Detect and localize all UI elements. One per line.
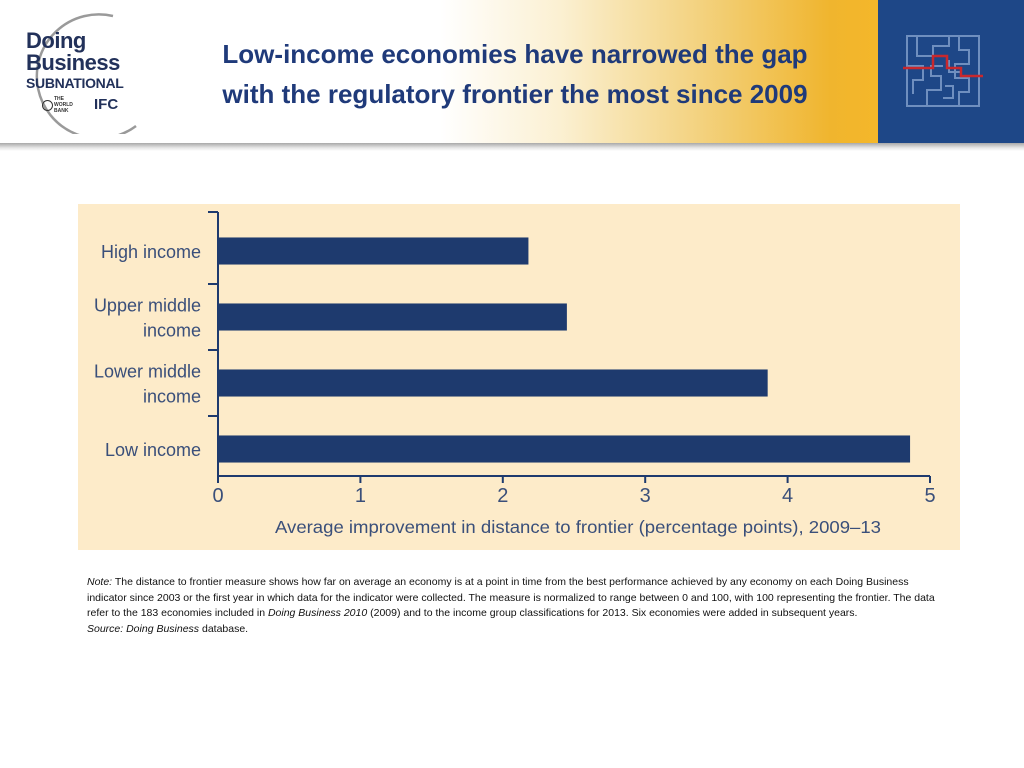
bar-chart (78, 204, 960, 550)
logo-text-ifc: IFC (94, 96, 119, 113)
title-line-2: with the regulatory frontier the most since 2009 (222, 79, 808, 109)
source-rest: database. (199, 622, 249, 635)
page-title (160, 34, 870, 114)
x-tick-label-0: 0 (212, 485, 224, 507)
category-label-2-0: Lower middle (93, 361, 201, 382)
category-label-3-0: Low income (104, 440, 201, 460)
category-label-0-0: High income (100, 242, 201, 262)
x-tick-label-1: 1 (354, 485, 366, 507)
maze-icon (903, 32, 983, 110)
source-label: Source: Doing Business (87, 622, 200, 635)
x-axis-label: Average improvement in distance to frontier (percentage points), 2009–13 (275, 517, 881, 537)
note-text-a: The distance to frontier measure shows how far on average an economy is at a point in time from the best performance achieved by any economy on each Doing Business indicator since 2003 or the first year in which data for the indicator were collected. The measure is normalized to range between 0 and 100, with 100 representing the frontier. The data refer to the 183 economies included in (87, 576, 935, 619)
chart-panel (78, 204, 960, 550)
category-label-1-0: Upper middle (93, 295, 201, 316)
world-bank-globe-icon (42, 100, 53, 111)
x-tick-label-2: 2 (497, 485, 509, 507)
category-label-1-1: income (142, 320, 201, 341)
x-tick-label-5: 5 (924, 485, 936, 507)
x-tick-label-3: 3 (639, 485, 651, 507)
x-tick-label-4: 4 (782, 485, 794, 507)
doing-business-logo (18, 8, 158, 134)
maze-logo-box (878, 0, 1024, 143)
logo-text-business: Business (26, 50, 120, 75)
note-paragraph (87, 575, 937, 622)
logo-text-doing: Doing (26, 28, 86, 53)
logo-text-world-bank: THE WORLD BANK (54, 96, 73, 114)
bar-3 (218, 435, 910, 462)
bar-2 (218, 369, 768, 396)
bar-1 (218, 303, 567, 330)
figure-note (87, 575, 937, 637)
category-label-2-1: income (142, 386, 201, 407)
note-text-b: (2009) and to the income group classifications for 2013. Six economies were added in subsequent years. (367, 607, 858, 619)
title-line-1: Low-income economies have narrowed the gap (222, 39, 808, 69)
source-paragraph (87, 622, 937, 638)
logo-text-subnational: SUBNATIONAL (26, 75, 124, 91)
header-shadow (0, 143, 1024, 151)
note-label: Note: (87, 576, 113, 588)
bar-0 (218, 237, 528, 264)
note-text-italic: Doing Business 2010 (267, 607, 368, 619)
